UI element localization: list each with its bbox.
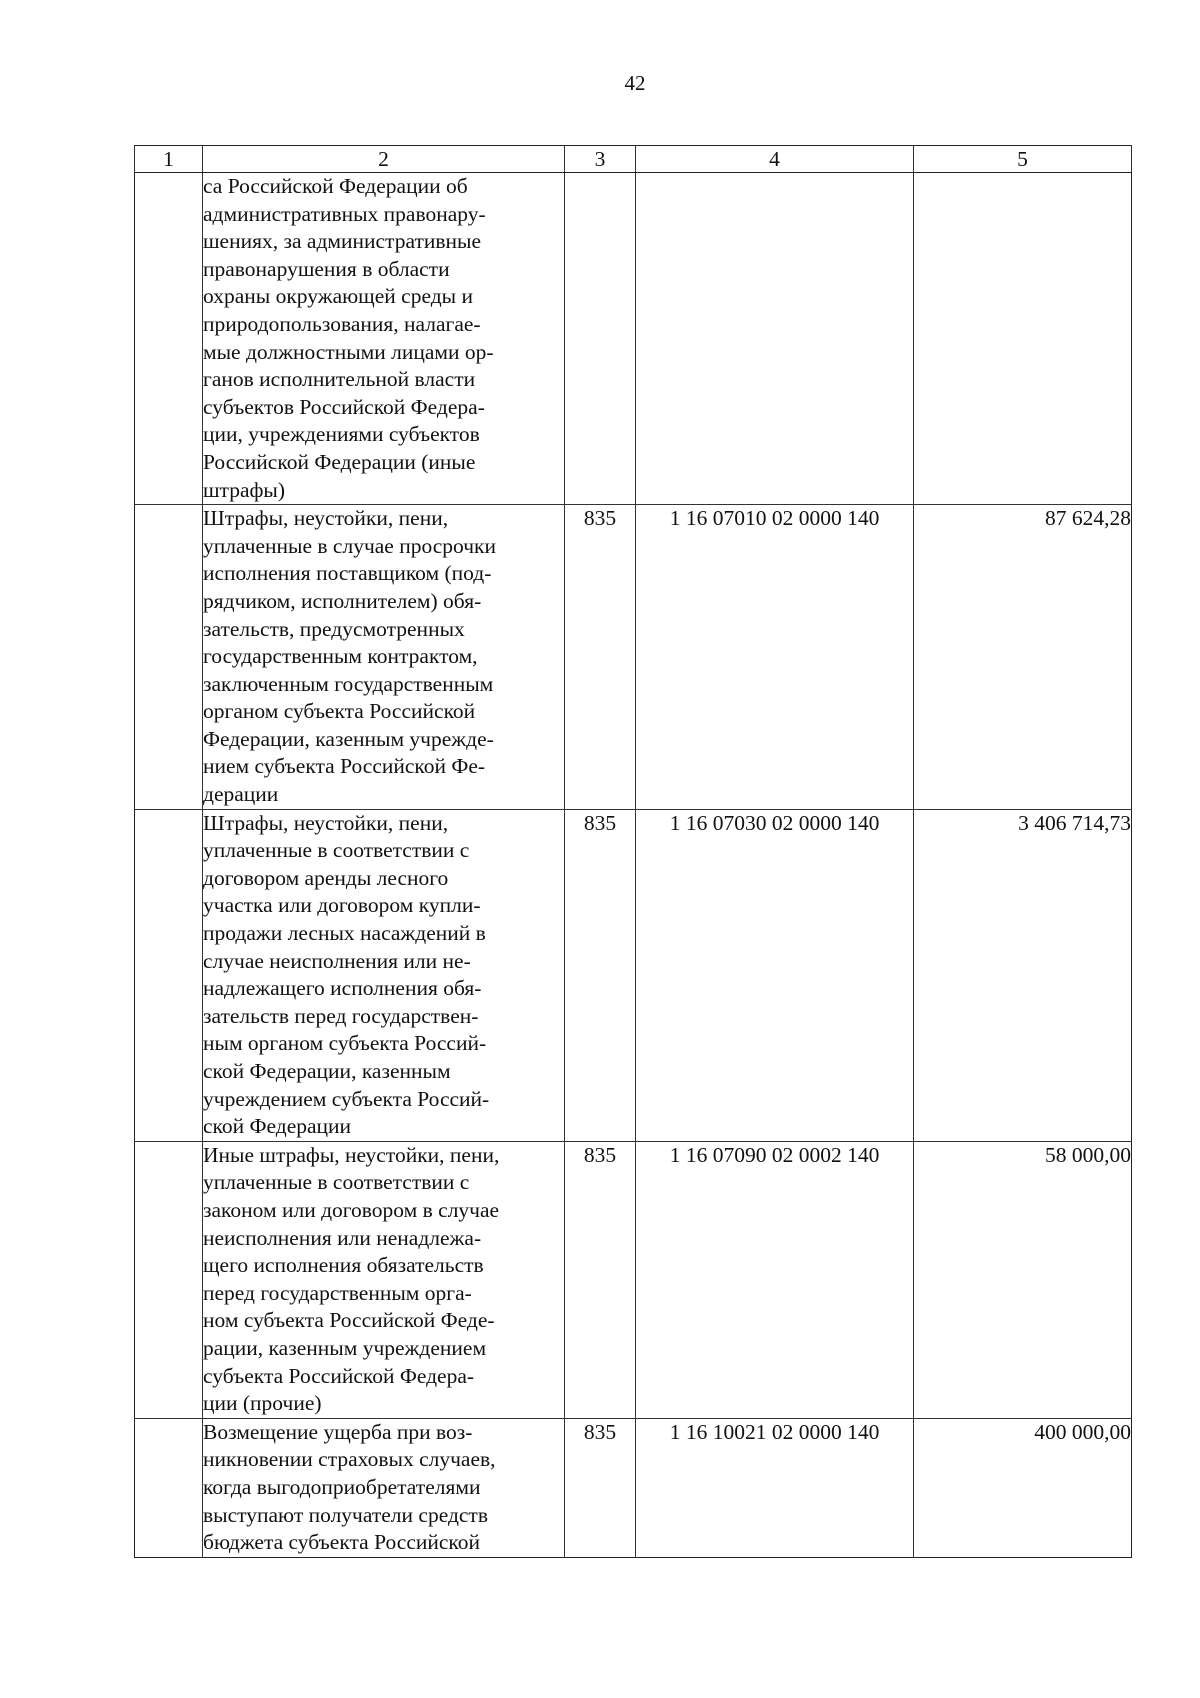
description-line: уплаченные в соответствии с [203,838,470,863]
description-line: субъекта Российской Федера- [203,1363,475,1388]
description-line: уплаченные в соответствии с [203,1170,470,1195]
description-line: административных правонару- [203,201,486,226]
budget-revenue-table [134,145,1132,1558]
description-line: зательств, предусмотренных [203,616,465,641]
description-line: шениях, за административные [203,229,481,254]
admin-code-cell: 835 [565,505,636,810]
description-line: ном субъекта Российской Феде- [203,1308,495,1333]
table-row [135,505,1132,810]
description-line: рации, казенным учреждением [203,1335,487,1360]
description-line: зательств перед государствен- [203,1003,479,1028]
description-line: когда выгодоприобретателями [203,1474,481,1499]
table-header-row [135,146,1132,173]
description-line: ции, учреждениями субъектов [203,422,480,447]
description-cell [203,1418,565,1557]
description-line: дерации [203,782,279,807]
table-row [135,1141,1132,1418]
description-line: Штрафы, неустойки, пени, [203,810,449,835]
description-line: Иные штрафы, неустойки, пени, [203,1142,500,1167]
admin-code-cell: 835 [565,809,636,1141]
description-line: штрафы) [203,477,286,502]
description-line: рядчиком, исполнителем) обя- [203,588,482,613]
table-row [135,1418,1132,1557]
description-line: учреждением субъекта Россий- [203,1086,490,1111]
amount-cell: 400 000,00 [914,1418,1132,1557]
row-number-cell [135,1141,203,1418]
column-header: 1 [135,146,203,173]
description-line: продажи лесных насаждений в [203,921,486,946]
description-line: субъектов Российской Федера- [203,394,485,419]
description-line: надлежащего исполнения обя- [203,976,482,1001]
page-number: 42 [624,71,646,95]
revenue-code-cell: 1 16 10021 02 0000 140 [636,1418,914,1557]
column-header: 5 [914,146,1132,173]
description-line: ции (прочие) [203,1391,322,1416]
description-line: неисполнения или ненадлежа- [203,1225,482,1250]
description-line: Штрафы, неустойки, пени, [203,506,449,531]
column-header: 2 [203,146,565,173]
table-row [135,173,1132,505]
column-header: 4 [636,146,914,173]
admin-code-cell [565,173,636,505]
description-line: природопользования, налагае- [203,311,481,336]
amount-cell: 58 000,00 [914,1141,1132,1418]
column-header: 3 [565,146,636,173]
row-number-cell [135,173,203,505]
description-line: договором аренды лесного [203,865,449,890]
revenue-code-cell: 1 16 07030 02 0000 140 [636,809,914,1141]
table-row [135,809,1132,1141]
description-line: исполнения поставщиком (под- [203,561,492,586]
description-line: органом субъекта Российской [203,699,476,724]
description-line: заключенным государственным [203,671,494,696]
admin-code-cell: 835 [565,1418,636,1557]
description-cell [203,505,565,810]
description-line: законом или договором в случае [203,1197,500,1222]
description-line: перед государственным орга- [203,1280,472,1305]
row-number-cell [135,809,203,1141]
amount-cell: 87 624,28 [914,505,1132,810]
row-number-cell [135,1418,203,1557]
description-cell [203,809,565,1141]
description-line: ской Федерации, казенным [203,1059,451,1083]
description-cell [203,173,565,505]
description-line: выступают получатели средств [203,1502,488,1527]
description-line: ской Федерации [203,1114,352,1139]
amount-cell: 3 406 714,73 [914,809,1132,1141]
row-number-cell [135,505,203,810]
description-line: государственным контрактом, [203,644,478,669]
admin-code-cell: 835 [565,1141,636,1418]
description-line: ным органом субъекта Россий- [203,1031,487,1056]
description-line: никновении страховых случаев, [203,1447,496,1472]
description-line: уплаченные в случае просрочки [203,533,497,558]
description-line: нием субъекта Российской Фе- [203,754,486,779]
description-line: участка или договором купли- [203,893,481,918]
description-line: щего исполнения обязательств [203,1253,484,1278]
description-line: ганов исполнительной власти [203,367,476,392]
revenue-code-cell: 1 16 07090 02 0002 140 [636,1141,914,1418]
description-line: Федерации, казенным учрежде- [203,726,494,751]
revenue-code-cell: 1 16 07010 02 0000 140 [636,505,914,810]
description-line: са Российской Федерации об [203,174,468,198]
description-line: правонарушения в области [203,256,450,281]
description-line: бюджета субъекта Российской [203,1530,481,1555]
description-line: случае неисполнения или не- [203,948,471,973]
amount-cell [914,173,1132,505]
description-line: Возмещение ущерба при воз- [203,1419,473,1444]
description-cell [203,1141,565,1418]
revenue-code-cell [636,173,914,505]
description-line: мые должностными лицами ор- [203,339,494,364]
description-line: охраны окружающей среды и [203,284,473,309]
description-line: Российской Федерации (иные [203,449,476,474]
